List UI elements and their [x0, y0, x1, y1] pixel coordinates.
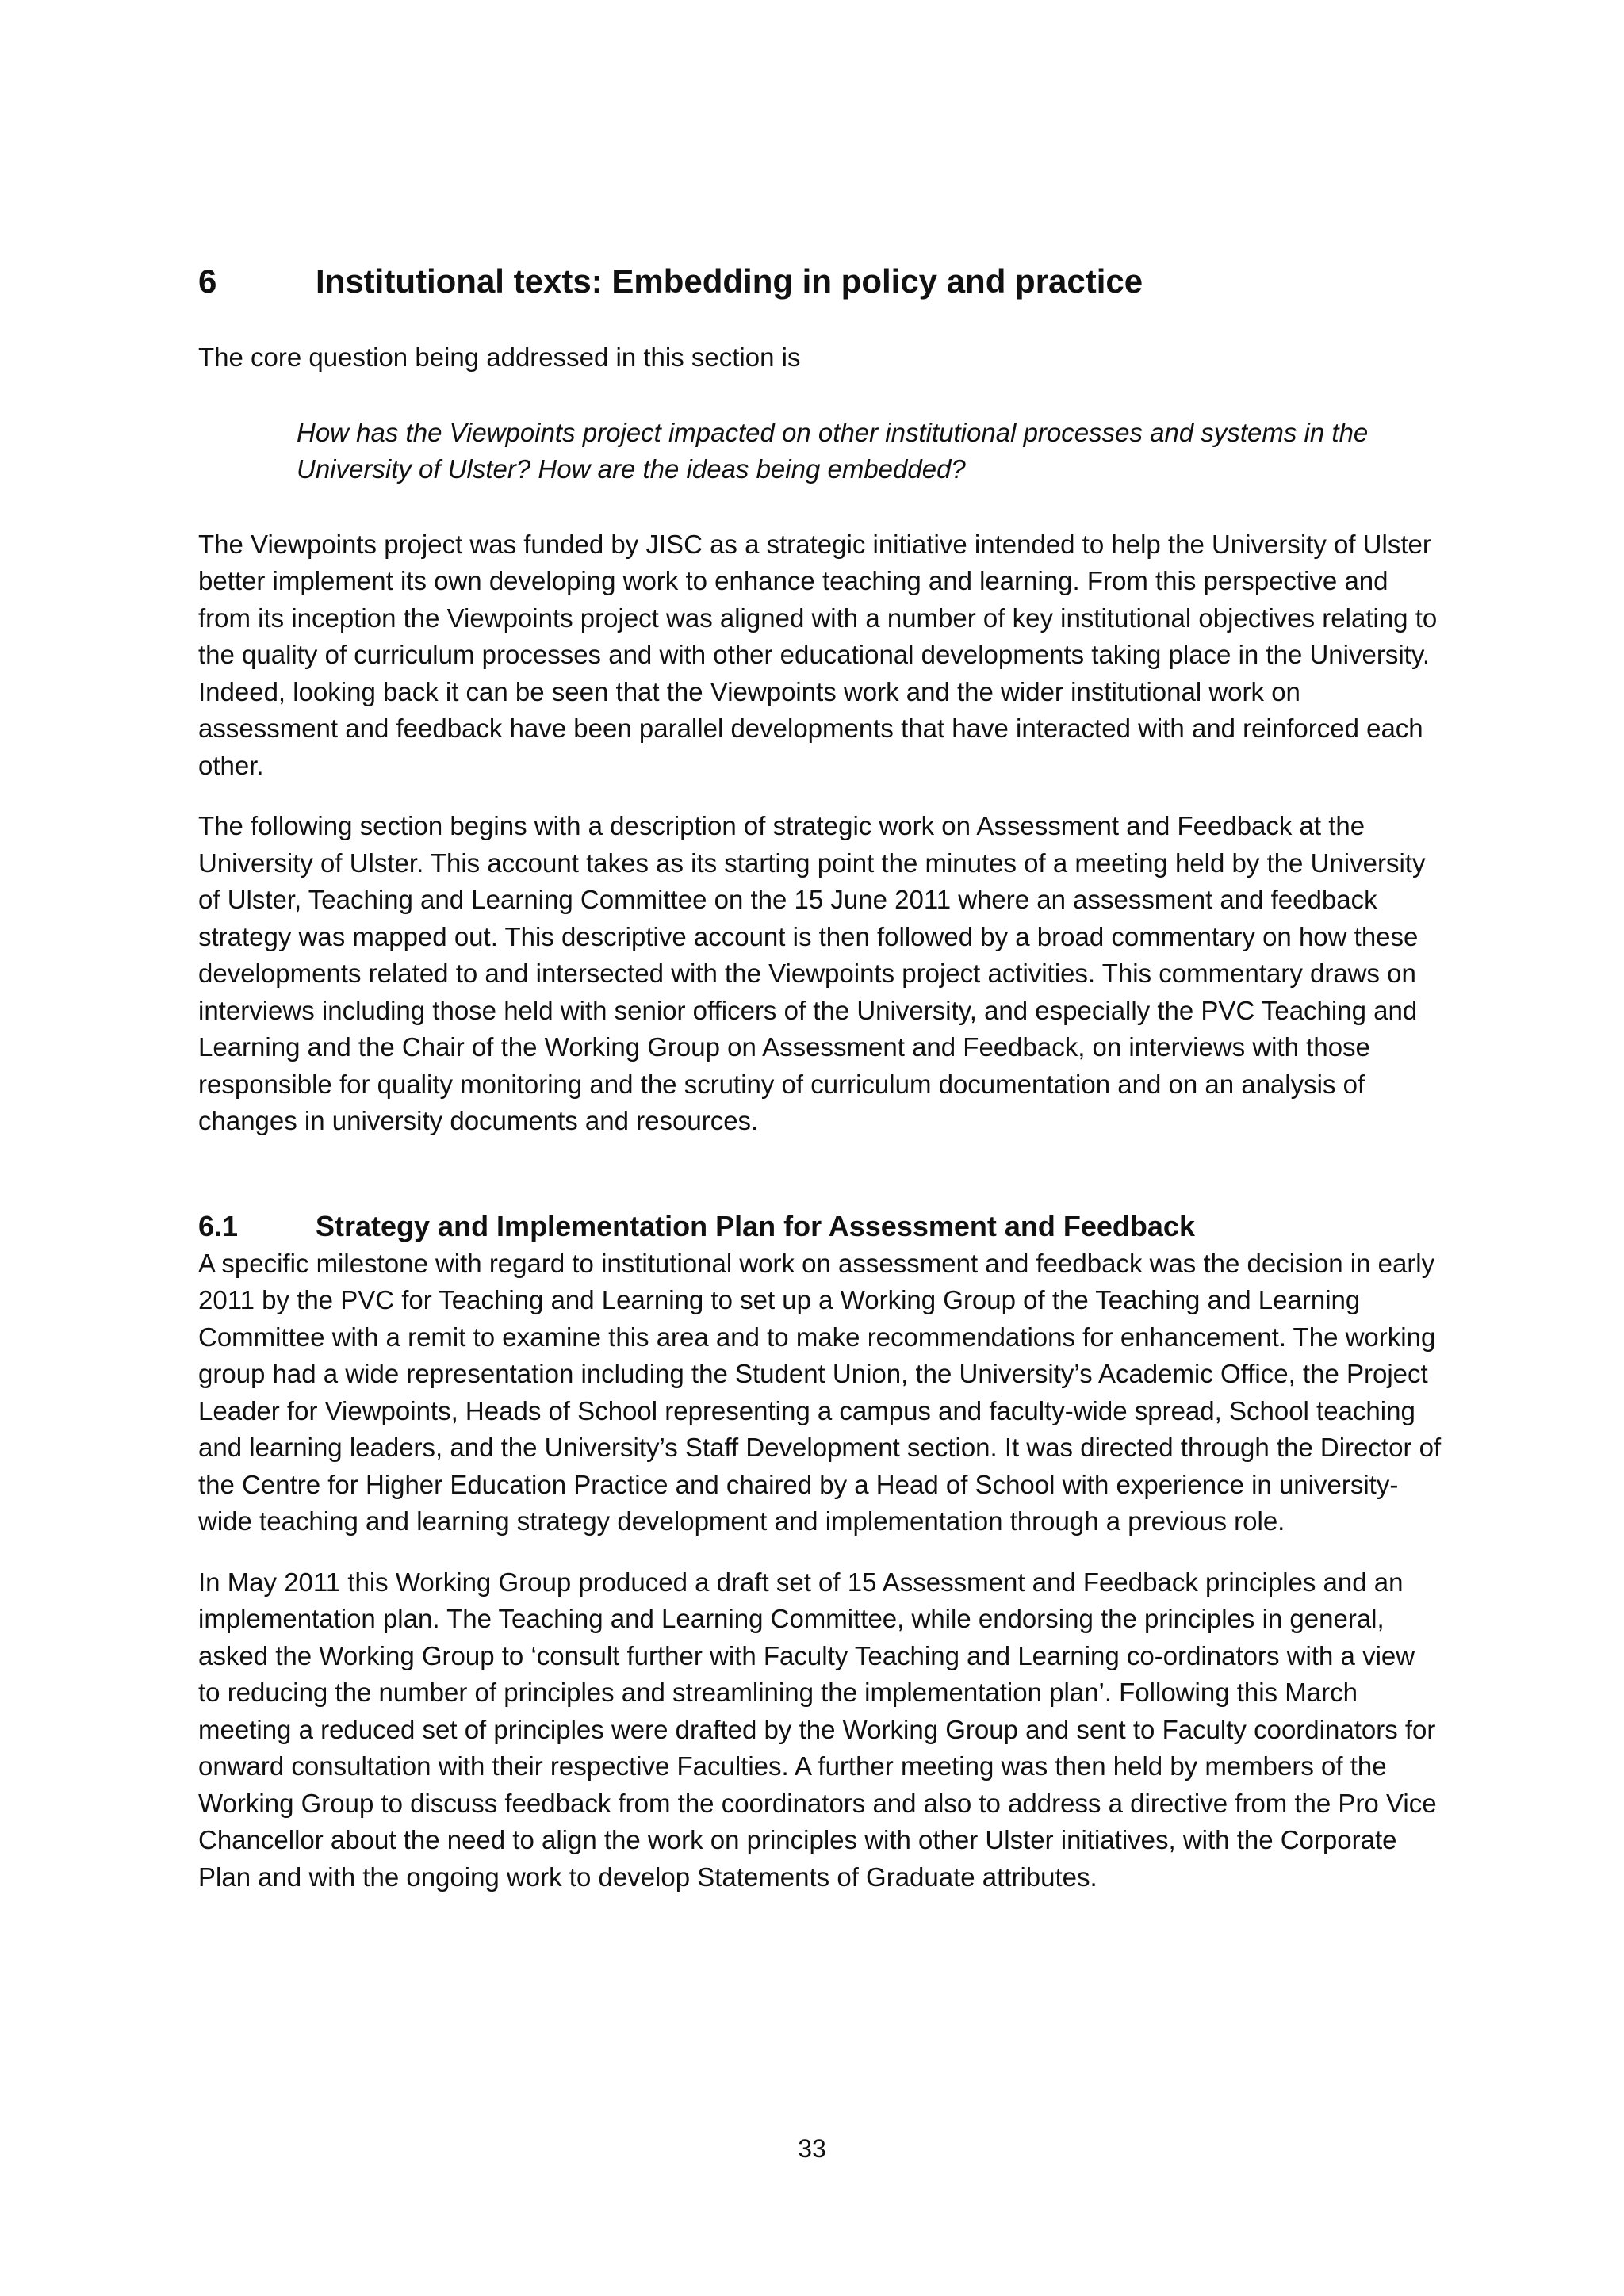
section-title: Institutional texts: Embedding in policy and practice: [316, 262, 1143, 300]
core-question-quote: How has the Viewpoints project impacted on other institutional processes and systems in the University of Ulster? How are the ideas being embedded?: [297, 417, 1369, 484]
subsection-paragraph-1: A specific milestone with regard to institutional work on assessment and feedback was the decision in early 2011 by the PVC for Teaching and Learning to set up a Working Group of the Teaching and Learning Committee with a remit to examine this area and to make recommendations for enhancement. The working group had a wide representation including the Student Union, the University’s Academic Office, the Project Leader for Viewpoints, Heads of School representing a campus and faculty-wide spread, School teaching and learning leaders, and the University’s Staff Development section. It was directed through the Director of the Centre for Higher Education Practice and chaired by a Head of School with experience in university-wide teaching and learning strategy development and implementation through a previous role.: [198, 1248, 1442, 1536]
page-content: [198, 262, 1443, 1919]
subsection-number: 6.1: [198, 1209, 239, 1242]
subsection-heading: [198, 1208, 1443, 1246]
section-paragraph-2: The following section begins with a description of strategic work on Assessment and Feedback at the University of Ulster. This account takes as its starting point the minutes of a meeting held by the University of Ulster, Teaching and Learning Committee on the 15 June 2011 where an assessment and feedback strategy was mapped out. This descriptive account is then followed by a broad commentary on how these developments related to and intersected with the Viewpoints project activities. This commentary draws on interviews including those held with senior officers of the University, and especially the PVC Teaching and Learning and the Chair of the Working Group on Assessment and Feedback, on interviews with those responsible for quality monitoring and the scrutiny of curriculum documentation and on an analysis of changes in university documents and resources.: [198, 811, 1426, 1136]
section-number: 6: [198, 262, 217, 300]
section-lead-text: The core question being addressed in this section is: [198, 342, 801, 373]
section-heading: [198, 262, 1443, 301]
subsection-paragraph-2: In May 2011 this Working Group produced a draft set of 15 Assessment and Feedback principles and an implementation plan. The Teaching and Learning Committee, while endorsing the principles in general, asked the Working Group to ‘consult further with Faculty Teaching and Learning co-ordinators with a view to reducing the number of principles and streamlining the implementation plan’. Following this March meeting a reduced set of principles were drafted by the Working Group and sent to Faculty coordinators for onward consultation with their respective Faculties. A further meeting was then held by members of the Working Group to discuss feedback from the coordinators and also to address a directive from the Pro Vice Chancellor about the need to align the work on principles with other Ulster initiatives, with the Corporate Plan and with the ongoing work to develop Statements of Graduate attributes.: [198, 1567, 1437, 1892]
section-paragraph-1: The Viewpoints project was funded by JISC as a strategic initiative intended to help the University of Ulster better implement its own developing work to enhance teaching and learning. From this perspective and from its inception the Viewpoints project was aligned with a number of key institutional objectives relating to the quality of curriculum processes and with other educational developments taking place in the University. Indeed, looking back it can be seen that the Viewpoints work and the wider institutional work on assessment and feedback have been parallel developments that have interacted with and reinforced each other.: [198, 529, 1438, 780]
page-number: 33: [798, 2134, 826, 2163]
subsection-title: Strategy and Implementation Plan for Assessment and Feedback: [316, 1209, 1195, 1242]
